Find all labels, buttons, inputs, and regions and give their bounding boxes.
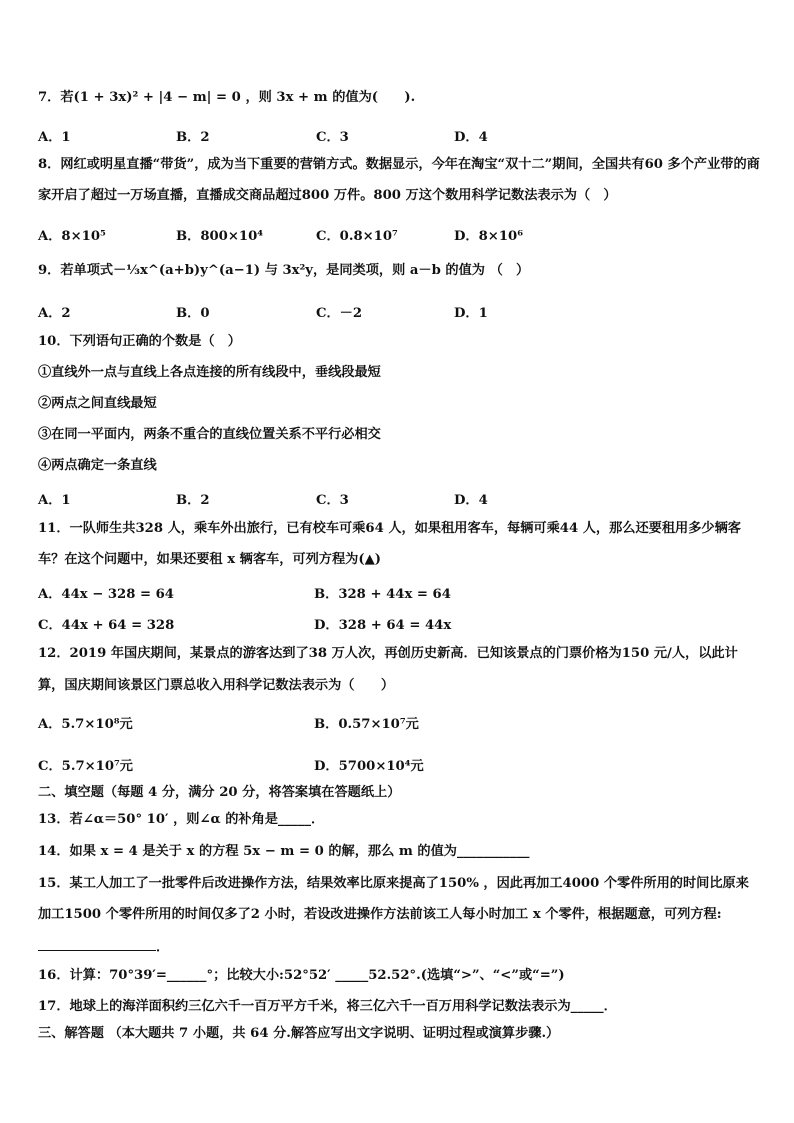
q9-option-d: D．1 <box>454 306 488 321</box>
q11-option-a: A．44x − 328 = 64 <box>38 587 174 602</box>
q10-option-c: C．3 <box>316 493 349 508</box>
q11-option-b: B．328 + 44x = 64 <box>314 587 451 602</box>
q10-option-a: A．1 <box>38 493 71 508</box>
q11-option-d: D．328 + 64 = 44x <box>314 618 452 633</box>
section-2-heading: 二、填空题（每题 4 分，满分 20 分，将答案填在答题纸上） <box>38 785 401 800</box>
q10-statement-2: ②两点之间直线最短 <box>38 396 157 411</box>
q12-option-c: C．5.7×10⁷元 <box>38 759 133 774</box>
question-12-stem: 12．2019 年国庆期间，某景点的游客达到了38 万人次，再创历史新高．已知该景点的门票价格为150 元/人，以此计算，国庆期间该景区门票总收入用科学记数法表示为（ ） <box>38 646 738 693</box>
q8-option-d: D．8×10⁶ <box>454 229 523 244</box>
question-16: 16．计算：70°39′=______°；比较大小:52°52′ _____52.52°.(选填“>”、“<”或“=”) <box>38 968 565 983</box>
question-11-stem: 11．一队师生共328 人，乘车外出旅行，已有校车可乘64 人，如果租用客车，每辆可乘44 人，那么还要租用多少辆客车？在这个问题中，如果还要租 x 辆客车，可列方程为(▲) <box>38 521 741 567</box>
q11-option-c: C．44x + 64 = 328 <box>38 618 175 633</box>
question-8-stem: 8．网红或明星直播“带货”，成为当下重要的营销方式。数据显示，今年在淘宝“双十二”期间，全国共有60 多个产业带的商家开启了超过一万场直播，直播成交商品超过800 万件。800 万这个数用科学记数法表示为（ ） <box>38 157 760 203</box>
q10-option-d: D．4 <box>454 493 488 508</box>
q12-option-d: D．5700×10⁴元 <box>314 759 424 774</box>
question-13: 13．若∠α＝50° 10′ ，则∠α 的补角是_____． <box>38 812 325 827</box>
question-10-stem: 10．下列语句正确的个数是（ ） <box>38 334 241 349</box>
q9-option-a: A．2 <box>38 306 71 321</box>
q8-option-c: C．0.8×10⁷ <box>316 229 398 244</box>
question-14: 14．如果 x = 4 是关于 x 的方程 5x − m = 0 的解，那么 m 的值为___________ <box>38 844 530 859</box>
q10-statement-3: ③在同一平面内，两条不重合的直线位置关系不平行必相交 <box>38 427 381 442</box>
q12-option-a: A．5.7×10⁸元 <box>38 717 133 732</box>
q8-option-a: A．8×10⁵ <box>38 229 106 244</box>
section-3-heading: 三、解答题 （本大题共 7 小题，共 64 分.解答应写出文字说明、证明过程或演算步骤.） <box>38 1026 560 1041</box>
question-17: 17．地球上的海洋面积约三亿六千一百万平方千米，将三亿六千一百万用科学记数法表示为_____． <box>38 999 617 1014</box>
q10-option-b: B．2 <box>176 493 210 508</box>
q7-option-c: C．3 <box>316 130 349 145</box>
question-9-stem: 9．若单项式－⅓x^(a+b)y^(a−1) 与 3x²y，是同类项，则 a－b 的值为 （ ） <box>38 263 530 278</box>
q9-option-b: B．0 <box>176 306 210 321</box>
q15-answer-blank <box>38 938 156 951</box>
q7-option-a: A．1 <box>38 130 71 145</box>
q9-option-c: C．－2 <box>316 306 363 321</box>
question-7-stem: 7．若(1 + 3x)² + |4 − m| = 0 ，则 3x + m 的值为( ). <box>38 90 416 105</box>
q15-answer-line <box>38 938 169 956</box>
q15-tail: ． <box>156 940 170 955</box>
q12-option-b: B．0.57×10⁷元 <box>314 717 419 732</box>
question-15: 15．某工人加工了一批零件后改进操作方法，结果效率比原来提高了150% ，因此再加工4000 个零件所用的时间比原来加工1500 个零件所用的时间仅多了2 小时，若设改进操作方法前该工人每小时加工 x 个零件，根据题意，可列方程: <box>38 876 749 922</box>
q7-option-b: B．2 <box>176 130 210 145</box>
q10-statement-1: ①直线外一点与直线上各点连接的所有线段中，垂线段最短 <box>38 365 381 380</box>
q10-statement-4: ④两点确定一条直线 <box>38 458 157 473</box>
q7-option-d: D．4 <box>454 130 488 145</box>
q8-option-b: B．800×10⁴ <box>176 229 264 244</box>
